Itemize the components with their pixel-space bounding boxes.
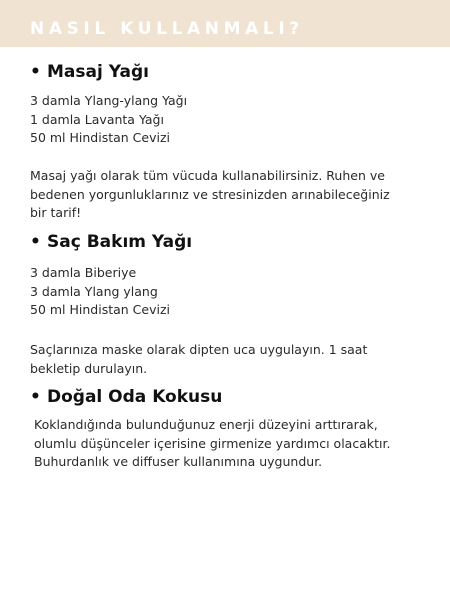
bullet-icon: • [30,62,41,82]
section-heading-sac-bakim-yagi [30,231,192,253]
bullet-icon: • [30,387,41,407]
page-title: NASIL KULLANMALI? [30,19,304,39]
description-masaj-yagi: Masaj yağı olarak tüm vücuda kullanabilirsiniz. Ruhen ve bedenen yorgunluklarınız ve stresinizden arınabileceğiniz bir tarif! [30,168,390,220]
section-title: Saç Bakım Yağı [47,232,193,252]
ingredients-masaj-yagi: 3 damla Ylang-ylang Yağı 1 damla Lavanta Yağı 50 ml Hindistan Cevizi [30,93,188,145]
description-sac-bakim-yagi: Saçlarınıza maske olarak dipten uca uygulayın. 1 saat bekletip durulayın. [30,342,368,376]
description-dogal-oda-kokusu: Koklandığında bulunduğunuz enerji düzeyini arttırarak, olumlu düşünceler içerisine girmenize yardımcı olacaktır. Buhurdanlık ve diffuser kullanımına uygundur. [34,417,391,469]
section-title: Doğal Oda Kokusu [47,387,223,407]
section-heading-dogal-oda-kokusu [30,386,222,408]
ingredients-sac-bakim-yagi: 3 damla Biberiye 3 damla Ylang ylang 50 ml Hindistan Cevizi [30,265,170,317]
header-banner [0,0,450,47]
section-heading-masaj-yagi [30,61,149,83]
bullet-icon: • [30,232,41,252]
section-title: Masaj Yağı [47,62,149,82]
